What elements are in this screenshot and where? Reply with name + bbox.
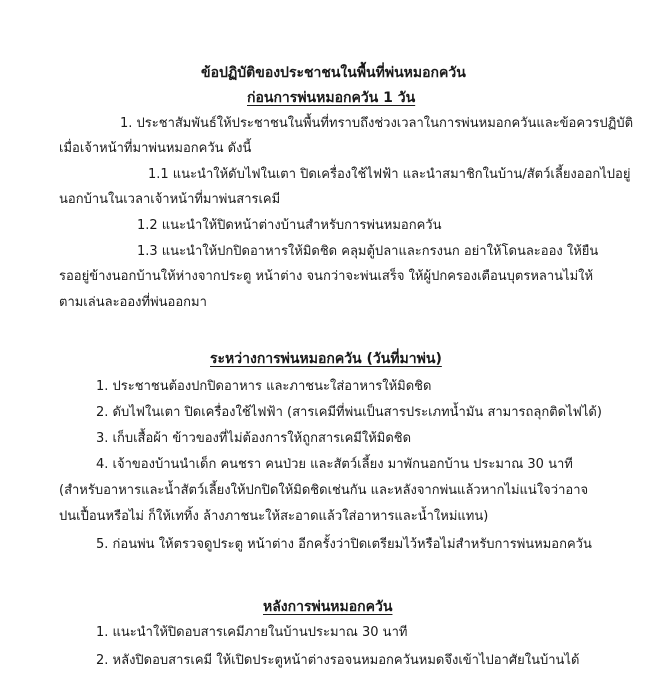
list-item-continuation: ปนเปื้อนหรือไม่ ก็ให้เททิ้ง ล้างภาชนะให้สะอาดแล้วใส่อาหารและน้ำใหม่แทน) <box>59 509 489 524</box>
paragraph-line: 1.1 แนะนำให้ดับไฟในเตา ปิดเครื่องใช้ไฟฟ้า และนำสมาชิกในบ้าน/สัตว์เลี้ยงออกไปอยู่ <box>148 167 631 182</box>
list-item: 2. ดับไฟในเตา ปิดเครื่องใช้ไฟฟ้า (สารเคมีที่พ่นเป็นสารประเภทน้ำมัน สามารถลุกติดไฟได้) <box>96 405 602 420</box>
document-title: ข้อปฏิบัติของประชาชนในพื้นที่พ่นหมอกควัน <box>201 65 466 81</box>
list-item: 3. เก็บเสื้อผ้า ข้าวของที่ไม่ต้องการให้ถูกสารเคมีให้มิดชิด <box>96 431 412 446</box>
list-item: 1. แนะนำให้ปิดอบสารเคมีภายในบ้านประมาณ 30 นาที <box>96 625 408 640</box>
section-heading-during: ระหว่างการพ่นหมอกควัน (วันที่มาพ่น) <box>210 351 442 367</box>
list-item: 5. ก่อนพ่น ให้ตรวจดูประตู หน้าต่าง อีกครั้งว่าปิดเตรียมไว้หรือไม่สำหรับการพ่นหมอกควัน <box>96 537 592 552</box>
paragraph-line: รออยู่ข้างนอกบ้านให้ห่างจากประตู หน้าต่าง จนกว่าจะพ่นเสร็จ ให้ผู้ปกครองเตือนบุตรหลานไม่ให้ <box>59 269 594 284</box>
paragraph-line: เมื่อเจ้าหน้าที่มาพ่นหมอกควัน ดังนี้ <box>59 141 252 156</box>
paragraph-line: นอกบ้านในเวลาเจ้าหน้าที่มาพ่นสารเคมี <box>59 192 281 207</box>
list-item: 1. ประชาชนต้องปกปิดอาหาร และภาชนะใส่อาหารให้มิดชิด <box>96 379 432 394</box>
paragraph-line: 1. ประชาสัมพันธ์ให้ประชาชนในพื้นที่ทราบถึงช่วงเวลาในการพ่นหมอกควันและข้อควรปฏิบัติ <box>120 116 634 131</box>
list-item-continuation: (สำหรับอาหารและน้ำสัตว์เลี้ยงให้ปกปิดให้มิดชิดเช่นกัน และหลังจากพ่นแล้วหากไม่แน่ใจว่าอาจ <box>59 483 589 498</box>
paragraph-line: ตามเล่นละอองที่พ่นออกมา <box>59 295 207 310</box>
paragraph-line: 1.2 แนะนำให้ปิดหน้าต่างบ้านสำหรับการพ่นหมอกควัน <box>137 218 442 233</box>
section-heading-after: หลังการพ่นหมอกควัน <box>263 599 393 615</box>
list-item: 2. หลังปิดอบสารเคมี ให้เปิดประตูหน้าต่างรอจนหมอกควันหมดจึงเข้าไปอาศัยในบ้านได้ <box>96 653 580 668</box>
section-heading-before: ก่อนการพ่นหมอกควัน 1 วัน <box>247 90 416 106</box>
paragraph-line: 1.3 แนะนำให้ปกปิดอาหารให้มิดชิด คลุมตู้ปลาและกรงนก อย่าให้โดนละออง ให้ยืน <box>137 244 599 259</box>
list-item: 4. เจ้าของบ้านนำเด็ก คนชรา คนป่วย และสัตว์เลี้ยง มาพักนอกบ้าน ประมาณ 30 นาที <box>96 457 573 472</box>
